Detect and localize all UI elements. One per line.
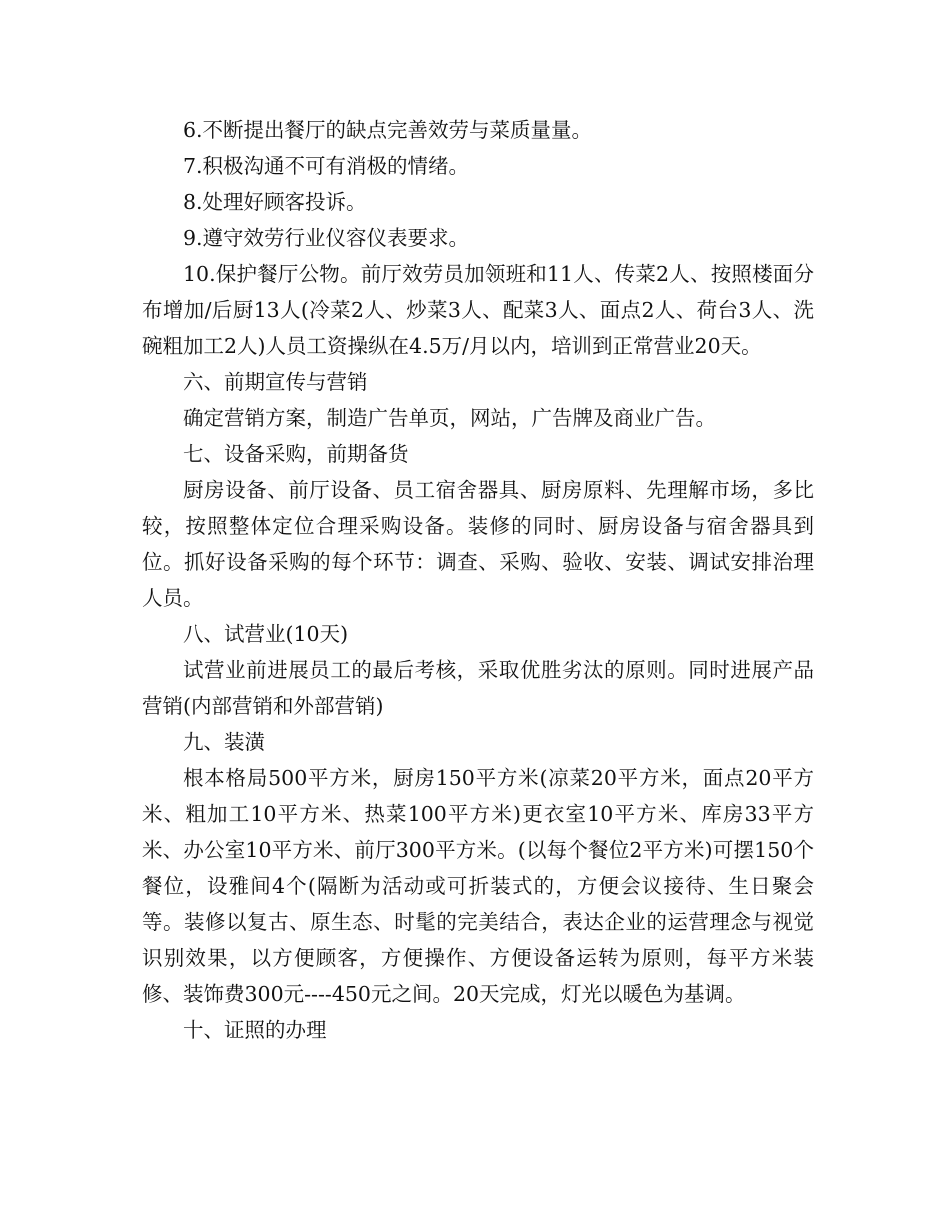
section-heading-9-decoration: 九、装潢 [183,730,265,754]
paragraph-equipment-purchase: 厨房设备、前厅设备、员工宿舍器具、厨房原料、先理解市场，多比较，按照整体定位合理采购设备。装修的同时、厨房设备与宿舍器具到位。抓好设备采购的每个环节：调查、采购、验收、安装、调试安排治理人员。 [142,478,814,610]
section-heading-7-procurement: 七、设备采购，前期备货 [183,442,409,466]
paragraph-item-6: 6.不断提出餐厅的缺点完善效劳与菜质量量。 [183,118,593,142]
paragraph-trial-operation: 试营业前进展员工的最后考核，采取优胜劣汰的原则。同时进展产品营销(内部营销和外部营销) [142,658,814,718]
section-heading-10-licenses: 十、证照的办理 [183,1018,327,1042]
section-heading-6-promotion: 六、前期宣传与营销 [183,370,368,394]
paragraph-item-8: 8.处理好顾客投诉。 [183,190,367,214]
document-body [142,112,814,1048]
paragraph-marketing-plan: 确定营销方案，制造广告单页，网站，广告牌及商业广告。 [183,406,716,430]
paragraph-item-9: 9.遵守效劳行业仪容仪表要求。 [183,226,470,250]
section-heading-8-trial-operation: 八、试营业(10天) [183,622,349,646]
paragraph-decoration-layout: 根本格局500平方米，厨房150平方米(凉菜20平方米，面点20平方米、粗加工10平方米、热菜100平方米)更衣室10平方米、库房33平方米、办公室10平方米、前厅300平方米。(以每个餐位2平方米)可摆150个餐位，设雅间4个(隔断为活动或可折装式的，方便会议接待、生日聚会等。装修以复古、原生态、时髦的完美结合，表达企业的运营理念与视觉识别效果，以方便顾客，方便操作、方便设备运转为原则，每平方米装修、装饰费300元----450元之间。20天完成，灯光以暖色为基调。 [142,766,814,1006]
paragraph-item-10-staffing: 10.保护餐厅公物。前厅效劳员加领班和11人、传菜2人、按照楼面分布增加/后厨13人(冷菜2人、炒菜3人、配菜3人、面点2人、荷台3人、洗碗粗加工2人)人员工资操纵在4.5万/月以内，培训到正常营业20天。 [142,262,814,358]
paragraph-item-7: 7.积极沟通不可有消极的情绪。 [183,154,470,178]
